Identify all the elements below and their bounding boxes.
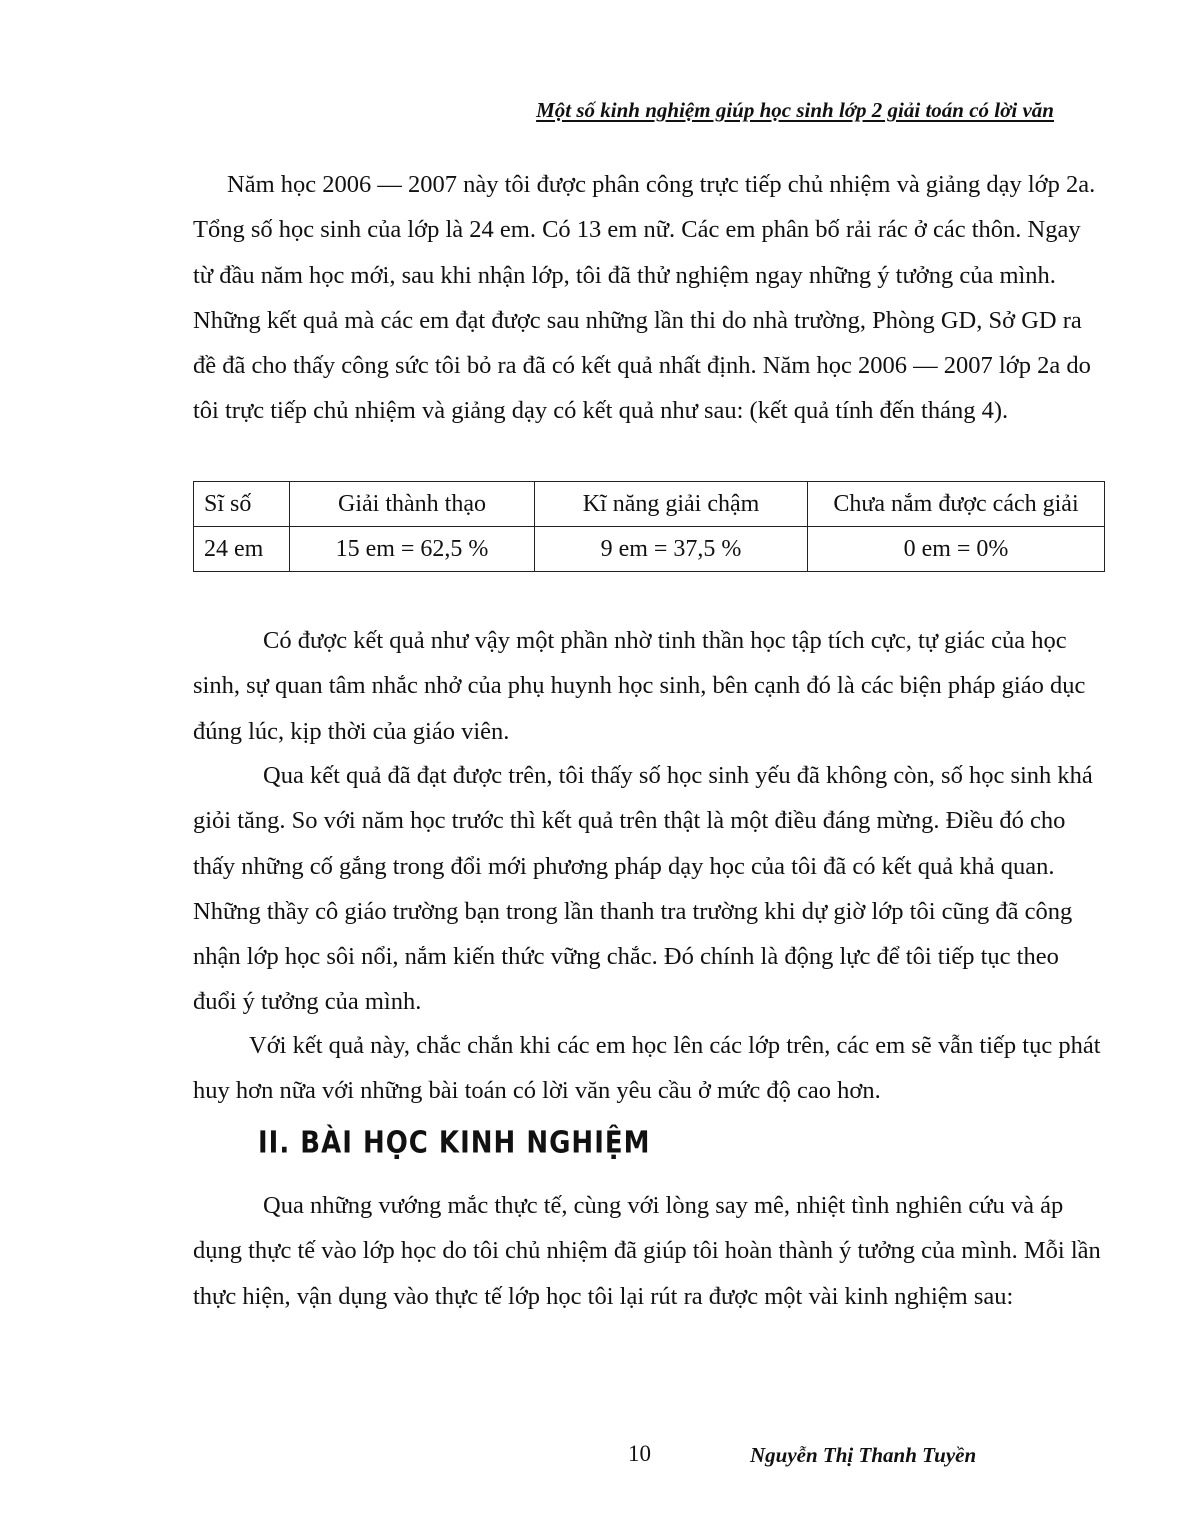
- paragraph-reasons: Có được kết quả như vậy một phần nhờ tinh thần học tập tích cực, tự giác của học sinh, sự quan tâm nhắc nhở của phụ huynh học sinh, bên cạnh đó là các biện pháp giáo dục đúng lúc, kịp thời của giáo viên.: [193, 627, 1086, 745]
- paragraph-outlook: Với kết quả này, chắc chắn khi các em học lên các lớp trên, các em sẽ vẫn tiếp tục phát huy hơn nữa với những bài toán có lời văn yêu cầu ở mức độ cao hơn.: [193, 1032, 1101, 1105]
- results-table: [193, 481, 1105, 572]
- paragraph-results: Qua kết quả đã đạt được trên, tôi thấy số học sinh yếu đã không còn, số học sinh khá giỏi tăng. So với năm học trước thì kết quả trên thật là một điều đáng mừng. Điều đó cho thấy những cố gắng trong đổi mới phương pháp dạy học của tôi đã có kết quả khả quan. Những thầy cô giáo trường bạn trong lần thanh tra trường khi dự giờ lớp tôi cũng đã công nhận lớp học sôi nổi, nắm kiến thức vững chắc. Đó chính là động lực để tôi tiếp tục theo đuổi ý tưởng của mình.: [193, 762, 1093, 1016]
- paragraph-intro: Năm học 2006 — 2007 này tôi được phân công trực tiếp chủ nhiệm và giảng dạy lớp 2a. Tổng số học sinh của lớp là 24 em. Có 13 em nữ. Các em phân bố rải rác ở các thôn. Ngay từ đầu năm học mới, sau khi nhận lớp, tôi đã thử nghiệm ngay những ý tưởng của mình. Những kết quả mà các em đạt được sau những lần thi do nhà trường, Phòng GD, Sở GD ra đề đã cho thấy công sức tôi bỏ ra đã có kết quả nhất định. Năm học 2006 — 2007 lớp 2a do tôi trực tiếp chủ nhiệm và giảng dạy có kết quả như sau: (kết quả tính đến tháng 4).: [193, 171, 1096, 425]
- table-header-cell: Kĩ năng giải chậm: [535, 482, 808, 527]
- page-number: 10: [628, 1441, 651, 1466]
- table-header-cell: Chưa nắm được cách giải: [808, 482, 1105, 527]
- table-row: [194, 527, 1105, 572]
- table-header-cell: Giải thành thạo: [290, 482, 535, 527]
- section-title: II. BÀI HỌC KINH NGHIỆM: [258, 1126, 651, 1161]
- footer-author: Nguyễn Thị Thanh Tuyền: [750, 1443, 977, 1467]
- table-cell: 9 em = 37,5 %: [535, 527, 808, 572]
- table-header-row: [194, 482, 1105, 527]
- table-cell: 15 em = 62,5 %: [290, 527, 535, 572]
- table-cell: 24 em: [194, 527, 290, 572]
- table-header-cell: Sĩ số: [194, 482, 290, 527]
- page-header: Một số kinh nghiệm giúp học sinh lớp 2 giải toán có lời văn: [536, 98, 1054, 122]
- paragraph-lessons: Qua những vướng mắc thực tế, cùng với lòng say mê, nhiệt tình nghiên cứu và áp dụng thực tế vào lớp học do tôi chủ nhiệm đã giúp tôi hoàn thành ý tưởng của mình. Mỗi lần thực hiện, vận dụng vào thực tế lớp học tôi lại rút ra được một vài kinh nghiệm sau:: [193, 1192, 1101, 1310]
- table-cell: 0 em = 0%: [808, 527, 1105, 572]
